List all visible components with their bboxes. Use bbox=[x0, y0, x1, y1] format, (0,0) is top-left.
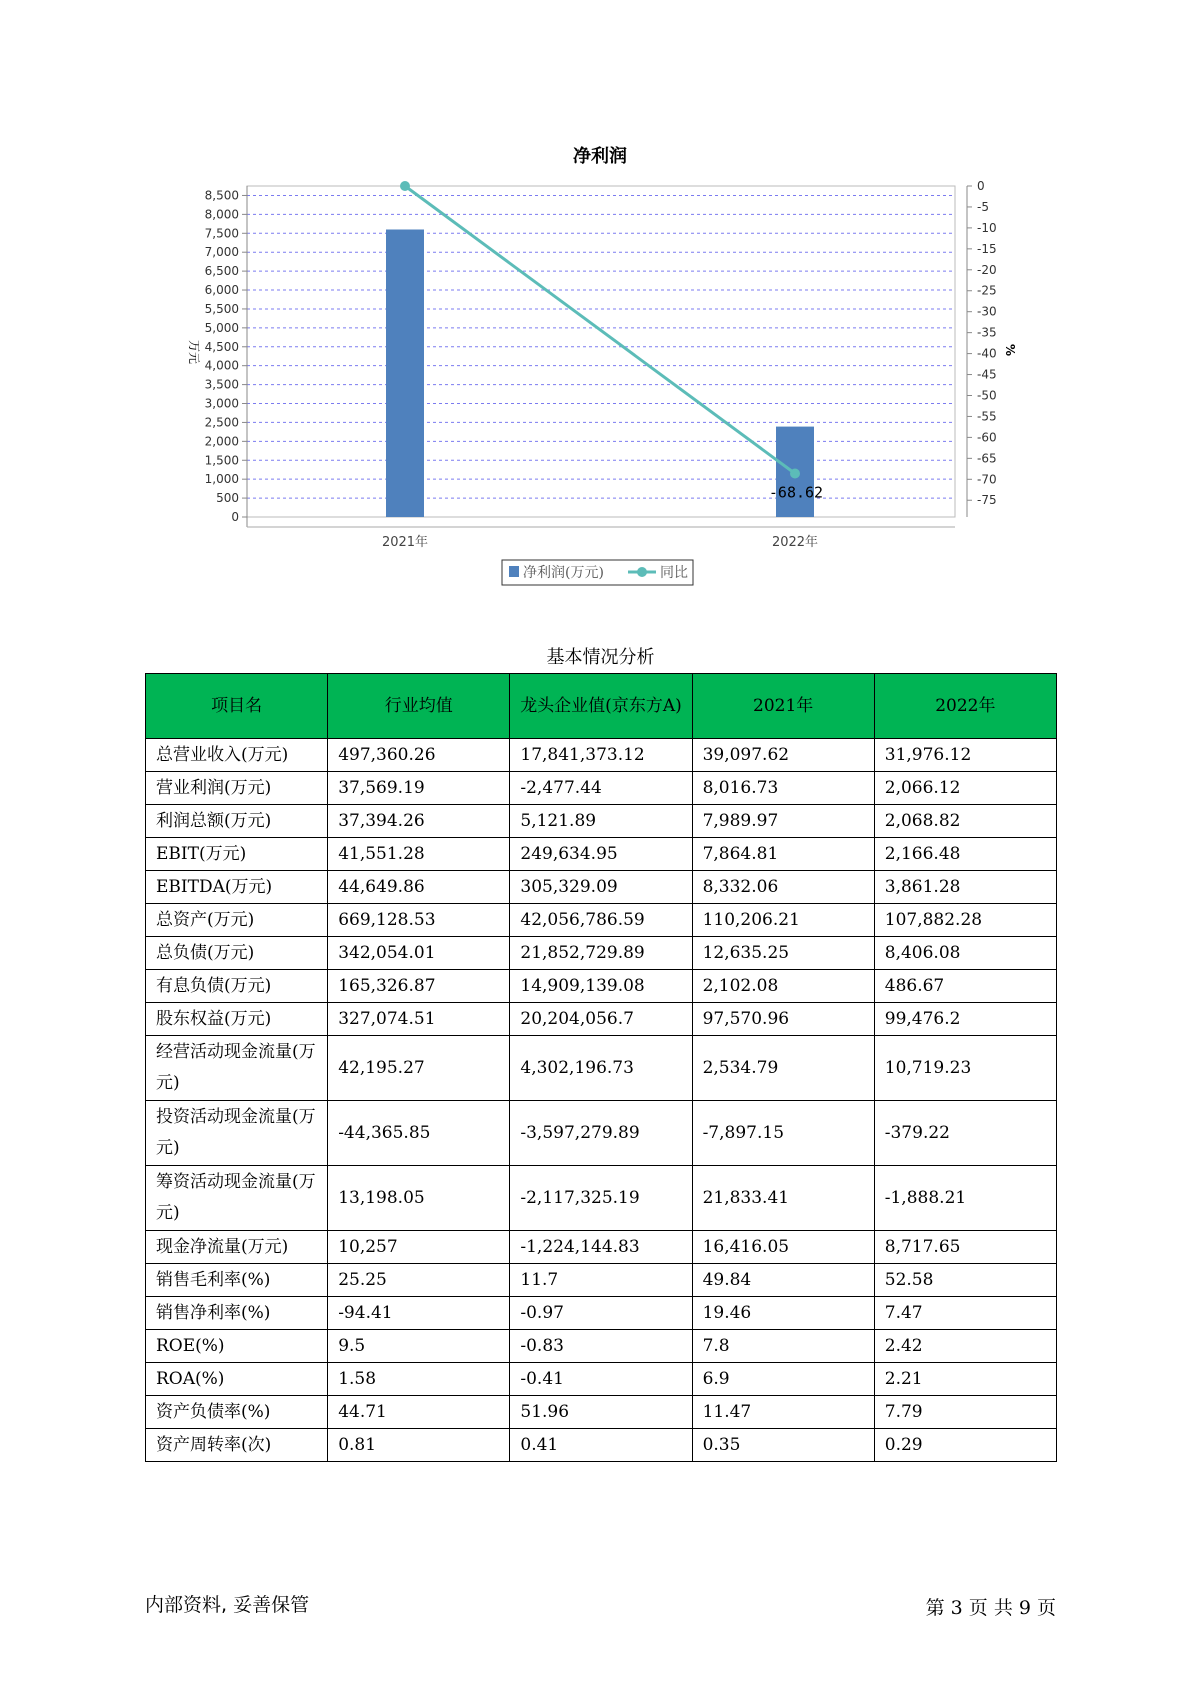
value-cell: 42,195.27 bbox=[328, 1036, 510, 1101]
table-row bbox=[146, 1330, 1057, 1363]
basic-analysis-table bbox=[145, 673, 1057, 1462]
table-row bbox=[146, 1036, 1057, 1101]
x-tick-label: 2022年 bbox=[771, 535, 819, 550]
y2-tick-label: -5 bbox=[977, 199, 989, 214]
y-tick-label: 1,000 bbox=[204, 472, 239, 487]
value-cell: 1.58 bbox=[328, 1363, 510, 1396]
plot-frame bbox=[247, 186, 955, 517]
row-label-cell: 经营活动现金流量(万元) bbox=[146, 1036, 328, 1101]
y-tick-label: 3,000 bbox=[204, 396, 239, 411]
table-row bbox=[146, 1166, 1057, 1231]
value-cell: 25.25 bbox=[328, 1264, 510, 1297]
value-cell: 8,717.65 bbox=[874, 1231, 1056, 1264]
value-cell: -0.97 bbox=[510, 1297, 692, 1330]
table-row bbox=[146, 1003, 1057, 1036]
y2-tick-label: -20 bbox=[977, 262, 997, 277]
value-cell: 6.9 bbox=[692, 1363, 874, 1396]
value-cell: 8,332.06 bbox=[692, 871, 874, 904]
table-title: 基本情况分析 bbox=[546, 647, 655, 668]
table-row bbox=[146, 904, 1057, 937]
legend-label-yoy: 同比 bbox=[660, 565, 688, 581]
value-cell: 12,635.25 bbox=[692, 937, 874, 970]
col-header-item: 项目名 bbox=[146, 674, 328, 739]
row-label-cell: 总资产(万元) bbox=[146, 904, 328, 937]
line-point-yoy bbox=[400, 181, 410, 191]
y-tick-label: 6,000 bbox=[204, 283, 239, 298]
value-cell: 99,476.2 bbox=[874, 1003, 1056, 1036]
y-tick-label: 500 bbox=[216, 491, 239, 506]
value-cell: 327,074.51 bbox=[328, 1003, 510, 1036]
row-label-cell: 资产周转率(次) bbox=[146, 1429, 328, 1462]
y2-tick-label: -65 bbox=[977, 451, 997, 466]
table-row bbox=[146, 871, 1057, 904]
value-cell: 11.47 bbox=[692, 1396, 874, 1429]
value-cell: -2,117,325.19 bbox=[510, 1166, 692, 1231]
y-tick-label: 5,500 bbox=[204, 301, 239, 316]
data-label-yoy: -68.62 bbox=[768, 483, 824, 502]
value-cell: 13,198.05 bbox=[328, 1166, 510, 1231]
y2-tick-label: -45 bbox=[977, 367, 997, 382]
footer-confidential-note: 内部资料, 妥善保管 bbox=[145, 1594, 310, 1616]
y-tick-label: 8,500 bbox=[204, 188, 239, 203]
net-profit-chart bbox=[0, 0, 1191, 600]
chart-svg bbox=[0, 0, 1191, 600]
value-cell: 16,416.05 bbox=[692, 1231, 874, 1264]
table-row bbox=[146, 838, 1057, 871]
value-cell: 97,570.96 bbox=[692, 1003, 874, 1036]
value-cell: 49.84 bbox=[692, 1264, 874, 1297]
y-tick-label: 0 bbox=[231, 510, 239, 524]
row-label-cell: 筹资活动现金流量(万元) bbox=[146, 1166, 328, 1231]
value-cell: 107,882.28 bbox=[874, 904, 1056, 937]
value-cell: -1,224,144.83 bbox=[510, 1231, 692, 1264]
value-cell: 2.42 bbox=[874, 1330, 1056, 1363]
y2-tick-label: 0 bbox=[977, 179, 985, 193]
value-cell: 37,569.19 bbox=[328, 772, 510, 805]
table-row bbox=[146, 1231, 1057, 1264]
value-cell: 7.47 bbox=[874, 1297, 1056, 1330]
value-cell: 41,551.28 bbox=[328, 838, 510, 871]
value-cell: -0.41 bbox=[510, 1363, 692, 1396]
chart-title: 净利润 bbox=[573, 146, 627, 167]
value-cell: 52.58 bbox=[874, 1264, 1056, 1297]
table-header-row bbox=[146, 674, 1057, 739]
value-cell: 14,909,139.08 bbox=[510, 970, 692, 1003]
value-cell: 2,102.08 bbox=[692, 970, 874, 1003]
table-row bbox=[146, 805, 1057, 838]
value-cell: 9.5 bbox=[328, 1330, 510, 1363]
value-cell: 20,204,056.7 bbox=[510, 1003, 692, 1036]
value-cell: 44.71 bbox=[328, 1396, 510, 1429]
value-cell: -3,597,279.89 bbox=[510, 1101, 692, 1166]
y2-tick-label: -55 bbox=[977, 409, 997, 424]
value-cell: 51.96 bbox=[510, 1396, 692, 1429]
value-cell: 0.29 bbox=[874, 1429, 1056, 1462]
y-tick-label: 4,500 bbox=[204, 339, 239, 354]
y-tick-label: 5,000 bbox=[204, 320, 239, 335]
table-row bbox=[146, 1429, 1057, 1462]
table-row bbox=[146, 937, 1057, 970]
value-cell: -94.41 bbox=[328, 1297, 510, 1330]
value-cell: 486.67 bbox=[874, 970, 1056, 1003]
value-cell: 21,852,729.89 bbox=[510, 937, 692, 970]
line-point-yoy bbox=[790, 469, 800, 479]
value-cell: 3,861.28 bbox=[874, 871, 1056, 904]
col-header-leader: 龙头企业值(京东方A) bbox=[510, 674, 692, 739]
value-cell: 2,166.48 bbox=[874, 838, 1056, 871]
y2-tick-label: -50 bbox=[977, 388, 997, 403]
table-row bbox=[146, 739, 1057, 772]
row-label-cell: ROE(%) bbox=[146, 1330, 328, 1363]
value-cell: 10,257 bbox=[328, 1231, 510, 1264]
value-cell: 7,864.81 bbox=[692, 838, 874, 871]
value-cell: 2,066.12 bbox=[874, 772, 1056, 805]
col-header-2021: 2021年 bbox=[692, 674, 874, 739]
y-tick-label: 4,000 bbox=[204, 358, 239, 373]
y2-tick-label: -70 bbox=[977, 472, 997, 487]
row-label-cell: 利润总额(万元) bbox=[146, 805, 328, 838]
value-cell: -2,477.44 bbox=[510, 772, 692, 805]
row-label-cell: 现金净流量(万元) bbox=[146, 1231, 328, 1264]
value-cell: 110,206.21 bbox=[692, 904, 874, 937]
value-cell: 5,121.89 bbox=[510, 805, 692, 838]
value-cell: -44,365.85 bbox=[328, 1101, 510, 1166]
legend-label-net-profit: 净利润(万元) bbox=[523, 565, 604, 581]
legend-swatch-bar bbox=[509, 566, 519, 577]
footer-page-number: 第 3 页 共 9 页 bbox=[925, 1597, 1056, 1619]
value-cell: -379.22 bbox=[874, 1101, 1056, 1166]
x-tick-label: 2021年 bbox=[381, 535, 429, 550]
y-tick-label: 8,000 bbox=[204, 207, 239, 222]
table-row bbox=[146, 1264, 1057, 1297]
value-cell: 7.79 bbox=[874, 1396, 1056, 1429]
value-cell: -1,888.21 bbox=[874, 1166, 1056, 1231]
row-label-cell: 有息负债(万元) bbox=[146, 970, 328, 1003]
y2-tick-label: -35 bbox=[977, 325, 997, 340]
y2-tick-label: -15 bbox=[977, 241, 997, 256]
value-cell: 19.46 bbox=[692, 1297, 874, 1330]
value-cell: 42,056,786.59 bbox=[510, 904, 692, 937]
y-tick-label: 3,500 bbox=[204, 377, 239, 392]
y2-axis-title: % bbox=[1003, 343, 1017, 357]
col-header-2022: 2022年 bbox=[874, 674, 1056, 739]
y-tick-label: 2,000 bbox=[204, 434, 239, 449]
table-row bbox=[146, 1297, 1057, 1330]
y-tick-label: 1,500 bbox=[204, 453, 239, 468]
value-cell: 7.8 bbox=[692, 1330, 874, 1363]
value-cell: 8,016.73 bbox=[692, 772, 874, 805]
col-header-industry-avg: 行业均值 bbox=[328, 674, 510, 739]
row-label-cell: ROA(%) bbox=[146, 1363, 328, 1396]
row-label-cell: 销售净利率(%) bbox=[146, 1297, 328, 1330]
value-cell: 2,534.79 bbox=[692, 1036, 874, 1101]
value-cell: 7,989.97 bbox=[692, 805, 874, 838]
value-cell: 37,394.26 bbox=[328, 805, 510, 838]
value-cell: 342,054.01 bbox=[328, 937, 510, 970]
table-row bbox=[146, 1363, 1057, 1396]
y2-tick-label: -40 bbox=[977, 346, 997, 361]
table-body bbox=[146, 739, 1057, 1462]
value-cell: 17,841,373.12 bbox=[510, 739, 692, 772]
table-row bbox=[146, 1101, 1057, 1166]
value-cell: 10,719.23 bbox=[874, 1036, 1056, 1101]
value-cell: 165,326.87 bbox=[328, 970, 510, 1003]
value-cell: 249,634.95 bbox=[510, 838, 692, 871]
y-tick-label: 7,000 bbox=[204, 245, 239, 260]
y-tick-label: 7,500 bbox=[204, 226, 239, 241]
y-tick-label: 2,500 bbox=[204, 415, 239, 430]
row-label-cell: 营业利润(万元) bbox=[146, 772, 328, 805]
y2-tick-label: -60 bbox=[977, 430, 997, 445]
y2-tick-label: -30 bbox=[977, 304, 997, 319]
y2-tick-label: -25 bbox=[977, 283, 997, 298]
line-yoy bbox=[405, 186, 795, 474]
y2-tick-label: -75 bbox=[977, 493, 997, 508]
bar-net-profit bbox=[386, 230, 424, 517]
value-cell: 0.35 bbox=[692, 1429, 874, 1462]
value-cell: 21,833.41 bbox=[692, 1166, 874, 1231]
row-label-cell: 资产负债率(%) bbox=[146, 1396, 328, 1429]
value-cell: 39,097.62 bbox=[692, 739, 874, 772]
value-cell: 0.81 bbox=[328, 1429, 510, 1462]
value-cell: 497,360.26 bbox=[328, 739, 510, 772]
value-cell: -0.83 bbox=[510, 1330, 692, 1363]
value-cell: 305,329.09 bbox=[510, 871, 692, 904]
value-cell: 2,068.82 bbox=[874, 805, 1056, 838]
value-cell: 669,128.53 bbox=[328, 904, 510, 937]
row-label-cell: 总营业收入(万元) bbox=[146, 739, 328, 772]
value-cell: 8,406.08 bbox=[874, 937, 1056, 970]
value-cell: 44,649.86 bbox=[328, 871, 510, 904]
row-label-cell: 股东权益(万元) bbox=[146, 1003, 328, 1036]
value-cell: 11.7 bbox=[510, 1264, 692, 1297]
row-label-cell: 总负债(万元) bbox=[146, 937, 328, 970]
y-tick-label: 6,500 bbox=[204, 264, 239, 279]
value-cell: 2.21 bbox=[874, 1363, 1056, 1396]
table-row bbox=[146, 1396, 1057, 1429]
row-label-cell: EBIT(万元) bbox=[146, 838, 328, 871]
y2-tick-label: -10 bbox=[977, 220, 997, 235]
value-cell: -7,897.15 bbox=[692, 1101, 874, 1166]
row-label-cell: EBITDA(万元) bbox=[146, 871, 328, 904]
table-row bbox=[146, 970, 1057, 1003]
value-cell: 31,976.12 bbox=[874, 739, 1056, 772]
table-row bbox=[146, 772, 1057, 805]
value-cell: 4,302,196.73 bbox=[510, 1036, 692, 1101]
legend-marker-yoy bbox=[637, 567, 647, 577]
y-axis-title: 万元 bbox=[187, 339, 201, 365]
row-label-cell: 投资活动现金流量(万元) bbox=[146, 1101, 328, 1166]
row-label-cell: 销售毛利率(%) bbox=[146, 1264, 328, 1297]
value-cell: 0.41 bbox=[510, 1429, 692, 1462]
